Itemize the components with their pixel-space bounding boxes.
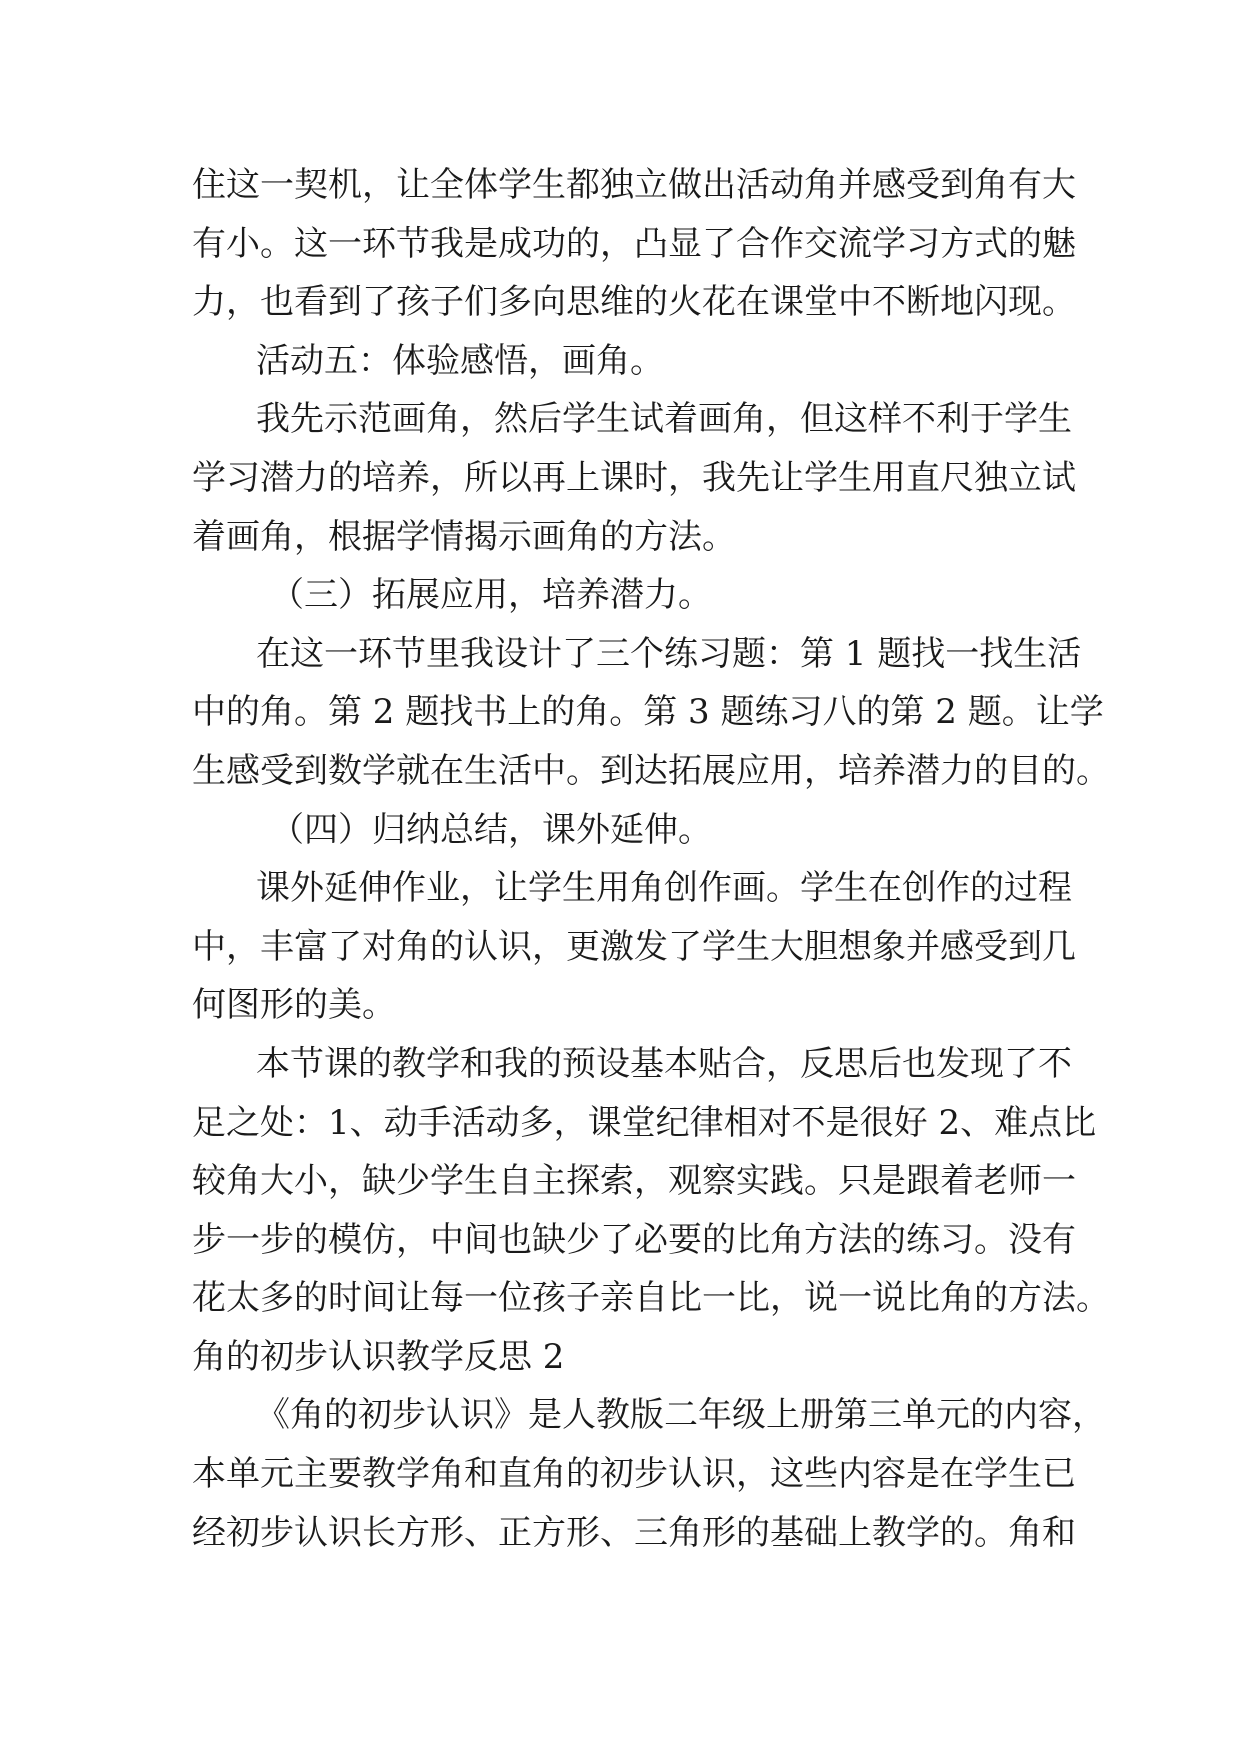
text-line: 本节课的教学和我的预设基本贴合，反思后也发现了不 <box>256 1043 1072 1084</box>
text-line: （四）归纳总结，课外延伸。 <box>270 809 712 850</box>
document-body <box>192 156 1110 1562</box>
text-line: 住这一契机，让全体学生都独立做出活动角并感受到角有大 <box>192 165 1076 205</box>
text-line: 课外延伸作业，让学生用角创作画。学生在创作的过程 <box>256 868 1072 909</box>
text-line: 在这一环节里我设计了三个练习题：第 1 题找一找生活 <box>256 633 1082 674</box>
text-line: 生感受到数学就在生活中。到达拓展应用，培养潜力的目的。 <box>192 750 1110 791</box>
text-line: 着画角，根据学情揭示画角的方法。 <box>192 516 736 557</box>
text-line: 有小。这一环节我是成功的，凸显了合作交流学习方式的魅 <box>192 223 1076 264</box>
text-line: 步一步的模仿，中间也缺少了必要的比角方法的练习。没有 <box>192 1219 1076 1260</box>
text-line: 学习潜力的培养，所以再上课时，我先让学生用直尺独立试 <box>192 457 1076 498</box>
text-line: 何图形的美。 <box>192 985 396 1026</box>
text-line: 花太多的时间让每一位孩子亲自比一比，说一说比角的方法。 <box>192 1278 1110 1319</box>
text-line: 本单元主要教学角和直角的初步认识，这些内容是在学生已 <box>192 1454 1076 1495</box>
text-line: 经初步认识长方形、正方形、三角形的基础上教学的。角和 <box>192 1512 1076 1553</box>
text-line: 《角的初步认识》是人教版二年级上册第三单元的内容， <box>256 1395 1106 1436</box>
text-line: 中的角。第 2 题找书上的角。第 3 题练习八的第 2 题。让学 <box>192 692 1104 733</box>
text-line: 力，也看到了孩子们多向思维的火花在课堂中不断地闪现。 <box>192 282 1076 323</box>
text-line: 足之处：1、动手活动多，课堂纪律相对不是很好 2、难点比 <box>192 1102 1097 1143</box>
text-line: 活动五：体验感悟，画角。 <box>256 340 664 381</box>
text-line: （三）拓展应用，培养潜力。 <box>270 575 712 616</box>
text-line: 较角大小，缺少学生自主探索，观察实践。只是跟着老师一 <box>192 1161 1076 1202</box>
text-line: 角的初步认识教学反思 2 <box>192 1336 565 1377</box>
text-line: 中，丰富了对角的认识，更激发了学生大胆想象并感受到几 <box>192 926 1076 967</box>
text-line: 我先示范画角，然后学生试着画角，但这样不利于学生 <box>256 399 1072 440</box>
